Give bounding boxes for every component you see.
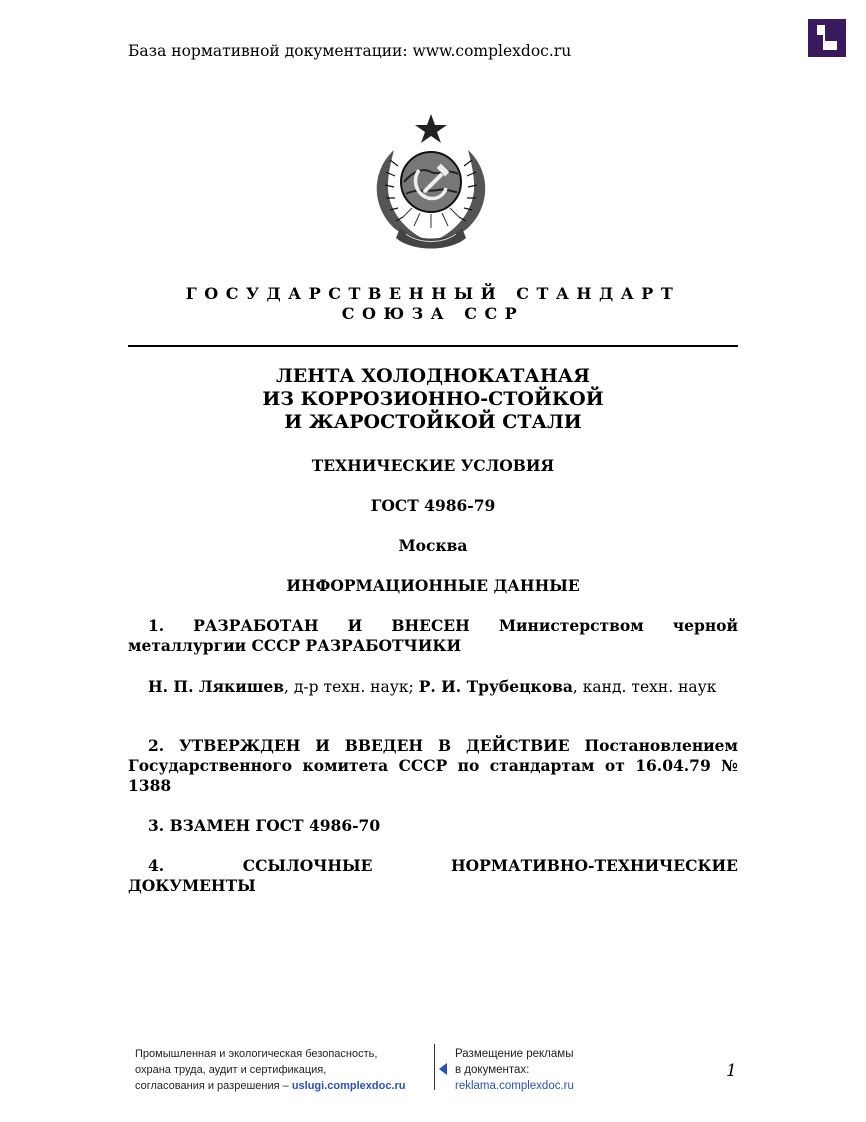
footer-ad-line-1: Размещение рекламы bbox=[455, 1048, 574, 1060]
footer-ad-line-2: в документах: bbox=[455, 1064, 530, 1076]
footer-arrow-icon bbox=[439, 1063, 447, 1075]
footer-services-text: согласования и разрешения – bbox=[135, 1080, 292, 1092]
title-line-3: И ЖАРОСТОЙКОЙ СТАЛИ bbox=[284, 411, 582, 433]
info-item-3: 3. ВЗАМЕН ГОСТ 4986-70 bbox=[148, 816, 381, 835]
site-header-text: База нормативной документации: www.complexdoc.ru bbox=[128, 42, 572, 60]
info-item-1: 1. РАЗРАБОТАН И ВНЕСЕН Министерством черной металлургии СССР РАЗРАБОТЧИКИ bbox=[128, 616, 738, 655]
developer-2-name: Р. И. Трубецкова bbox=[418, 677, 573, 696]
complexdoc-logo-icon[interactable] bbox=[808, 19, 846, 57]
ussr-coat-of-arms-icon bbox=[364, 110, 498, 256]
developer-1-name: Н. П. Лякишев bbox=[148, 677, 285, 696]
page-number: 1 bbox=[726, 1061, 737, 1081]
developer-1-degree: , д-р техн. наук; bbox=[284, 678, 419, 696]
title-line-2: ИЗ КОРРОЗИОННО-СТОЙКОЙ bbox=[262, 388, 604, 410]
title-line-1: ЛЕНТА ХОЛОДНОКАТАНАЯ bbox=[275, 365, 591, 387]
developer-2-degree: , канд. техн. наук bbox=[572, 678, 717, 696]
footer-services-line-3 bbox=[135, 1078, 406, 1094]
footer-advertising bbox=[455, 1046, 574, 1094]
document-title bbox=[128, 365, 738, 434]
info-item-4-line-1: 4. ССЫЛОЧНЫЕ НОРМАТИВНО-ТЕХНИЧЕСКИЕ bbox=[148, 856, 738, 875]
gost-number: ГОСТ 4986-79 bbox=[370, 496, 496, 515]
footer-divider bbox=[434, 1044, 435, 1090]
developers bbox=[128, 677, 738, 697]
footer-services bbox=[135, 1046, 406, 1094]
info-item-2: 2. УТВЕРЖДЕН И ВВЕДЕН В ДЕЙСТВИЕ Постановлением Государственного комитета СССР по стандартам от 16.04.79 № 1388 bbox=[128, 736, 738, 795]
state-standard-line2: СОЮЗА ССР bbox=[341, 304, 525, 323]
title-divider bbox=[128, 345, 738, 347]
state-standard-line1: ГОСУДАРСТВЕННЫЙ СТАНДАРТ bbox=[185, 284, 681, 303]
footer-services-line-2: охрана труда, аудит и сертификация, bbox=[135, 1064, 327, 1076]
info-item-4 bbox=[128, 856, 738, 896]
uslugi-link[interactable]: uslugi.complexdoc.ru bbox=[291, 1080, 406, 1092]
subtitle: ТЕХНИЧЕСКИЕ УСЛОВИЯ bbox=[311, 456, 555, 475]
footer-services-line-1: Промышленная и экологическая безопасность, bbox=[135, 1048, 378, 1060]
info-heading: ИНФОРМАЦИОННЫЕ ДАННЫЕ bbox=[286, 576, 580, 595]
reklama-link[interactable]: reklama.complexdoc.ru bbox=[455, 1080, 574, 1092]
info-item-4-line-2: ДОКУМЕНТЫ bbox=[128, 876, 256, 895]
city: Москва bbox=[398, 536, 468, 555]
